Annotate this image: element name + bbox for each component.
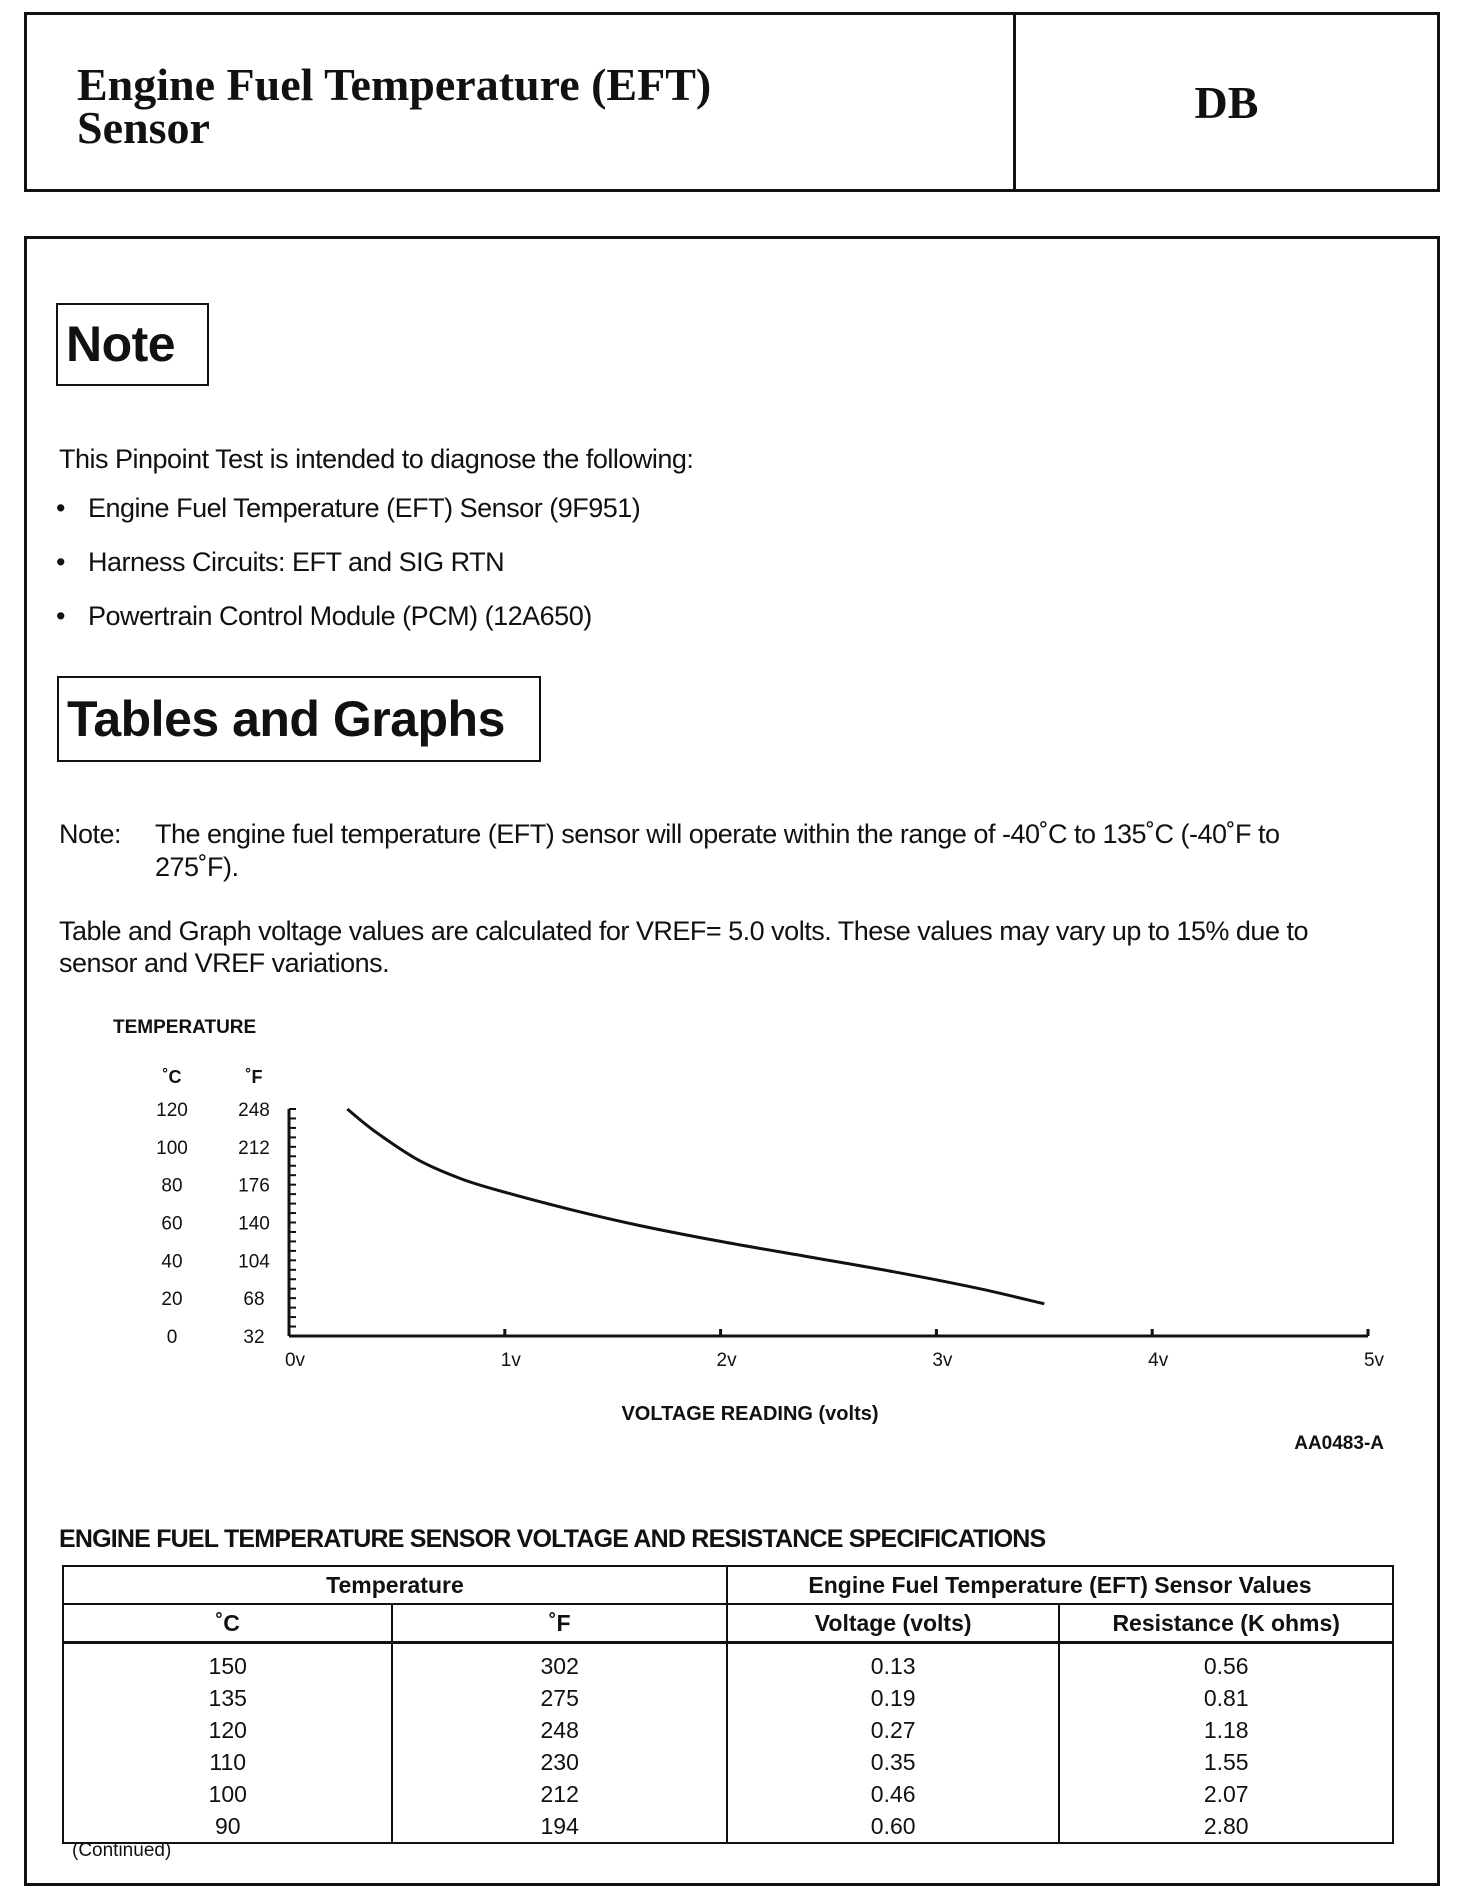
- cell-voltage: 0.13: [727, 1643, 1059, 1683]
- cell-voltage: 0.27: [727, 1714, 1059, 1746]
- range-note-text: The engine fuel temperature (EFT) sensor will operate within the range of -40˚C to 135˚C (-40˚F to 275˚F).: [155, 819, 1280, 882]
- cell-resistance: 2.07: [1059, 1778, 1393, 1810]
- cell-celsius: 90: [63, 1810, 392, 1843]
- cell-voltage: 0.46: [727, 1778, 1059, 1810]
- y-tick-label-c: 40: [161, 1251, 183, 1273]
- x-axis-label: VOLTAGE READING (volts): [621, 1403, 879, 1425]
- vref-paragraph: Table and Graph voltage values are calculated for VREF= 5.0 volts. These values may vary up to 15% due to sensor and VREF variations.: [59, 916, 1308, 978]
- continued-note: (Continued): [72, 1840, 172, 1861]
- cell-resistance: 1.55: [1059, 1746, 1393, 1778]
- cell-fahrenheit: 212: [392, 1778, 726, 1810]
- cell-celsius: 100: [63, 1778, 392, 1810]
- y-ticks-fahrenheit: [238, 1100, 270, 1348]
- y-tick-label-f: 140: [238, 1213, 270, 1235]
- x-tick-label: 4v: [1148, 1350, 1169, 1371]
- cell-voltage: 0.19: [727, 1682, 1059, 1714]
- note-intro: This Pinpoint Test is intended to diagnose the following:: [59, 444, 694, 474]
- x-tick-label: 2v: [716, 1350, 737, 1371]
- cell-fahrenheit: 302: [392, 1643, 726, 1683]
- spec-table-title: ENGINE FUEL TEMPERATURE SENSOR VOLTAGE AND RESISTANCE SPECIFICATIONS: [59, 1525, 1046, 1553]
- cell-celsius: 120: [63, 1714, 392, 1746]
- y-tick-label-f: 32: [243, 1327, 265, 1348]
- y-tick-label-c: 100: [156, 1137, 188, 1159]
- x-tick-label: 5v: [1363, 1350, 1385, 1371]
- cell-voltage: 0.35: [727, 1746, 1059, 1778]
- y-tick-label-c: 60: [161, 1213, 183, 1235]
- tables-graphs-heading: Tables and Graphs: [57, 676, 541, 762]
- cell-fahrenheit: 248: [392, 1714, 726, 1746]
- cell-fahrenheit: 275: [392, 1682, 726, 1714]
- y-tick-label-f: 104: [238, 1251, 270, 1273]
- cell-celsius: 150: [63, 1643, 392, 1683]
- table-row: [63, 1810, 1393, 1843]
- table-row: [63, 1714, 1393, 1746]
- section-code: DB: [1194, 76, 1259, 128]
- spec-table: [62, 1565, 1394, 1844]
- y-tick-label-f: 176: [238, 1175, 270, 1197]
- column-header-fahrenheit: ˚F: [392, 1604, 726, 1643]
- header-temperature-group: Temperature: [63, 1566, 727, 1604]
- y-ticks-celsius: [156, 1100, 188, 1348]
- header-sensor-values-group: Engine Fuel Temperature (EFT) Sensor Values: [727, 1566, 1393, 1604]
- x-tick-label: 3v: [932, 1350, 953, 1371]
- table-row: [63, 1746, 1393, 1778]
- y-tick-label-c: 120: [156, 1100, 188, 1121]
- y-axis-label: TEMPERATURE: [113, 1017, 257, 1038]
- y-tick-label-f: 68: [243, 1289, 265, 1311]
- cell-fahrenheit: 230: [392, 1746, 726, 1778]
- table-row: [63, 1778, 1393, 1810]
- cell-resistance: 2.80: [1059, 1810, 1393, 1843]
- x-tick-label: 1v: [500, 1350, 521, 1371]
- note-heading: Note: [56, 303, 209, 386]
- cell-celsius: 110: [63, 1746, 392, 1778]
- y-unit-fahrenheit: ˚F: [245, 1067, 263, 1087]
- y-tick-label-f: 248: [238, 1100, 270, 1121]
- cell-voltage: 0.60: [727, 1810, 1059, 1843]
- y-tick-label-c: 20: [161, 1289, 183, 1311]
- column-header-celsius: ˚C: [63, 1604, 392, 1643]
- y-tick-label-c: 80: [161, 1175, 183, 1197]
- list-item: • Harness Circuits: EFT and SIG RTN: [56, 546, 640, 600]
- y-tick-label-c: 0: [166, 1327, 178, 1348]
- cell-resistance: 1.18: [1059, 1714, 1393, 1746]
- column-header-resistance: Resistance (K ohms): [1059, 1604, 1393, 1643]
- cell-resistance: 0.56: [1059, 1643, 1393, 1683]
- cell-fahrenheit: 194: [392, 1810, 726, 1843]
- figure-id: AA0483-A: [1294, 1433, 1384, 1454]
- title-line-2: Sensor: [77, 102, 210, 153]
- series-line-eft: [347, 1109, 1044, 1304]
- table-row: [63, 1682, 1393, 1714]
- range-note-label: Note:: [59, 819, 122, 849]
- y-tick-label-f: 212: [238, 1137, 270, 1159]
- cell-resistance: 0.81: [1059, 1682, 1393, 1714]
- x-tick-label: 0v: [284, 1350, 306, 1371]
- table-row: [63, 1643, 1393, 1683]
- title-line-1: Engine Fuel Temperature (EFT): [77, 59, 712, 110]
- column-header-voltage: Voltage (volts): [727, 1604, 1059, 1643]
- list-item: • Engine Fuel Temperature (EFT) Sensor (9F951): [56, 492, 640, 546]
- cell-celsius: 135: [63, 1682, 392, 1714]
- y-unit-celsius: ˚C: [162, 1067, 182, 1087]
- list-item: • Powertrain Control Module (PCM) (12A650): [56, 600, 640, 654]
